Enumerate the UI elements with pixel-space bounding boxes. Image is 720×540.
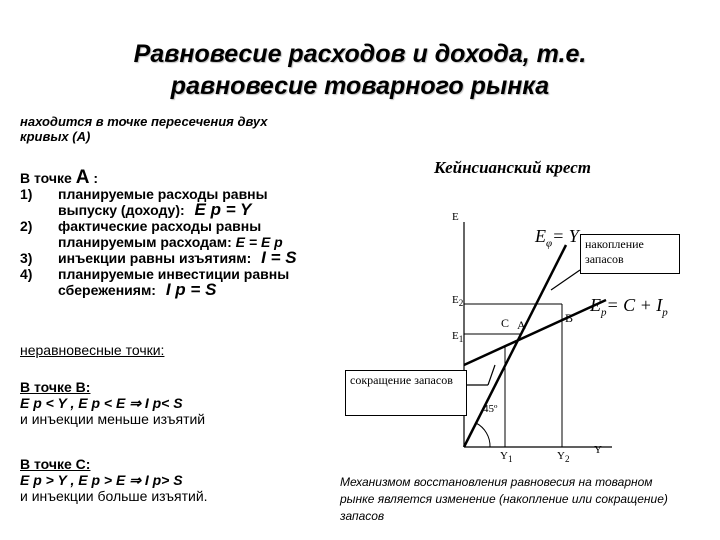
- point-a-label: A: [517, 318, 526, 332]
- y2-label: $Y_2$: [557, 450, 570, 465]
- disequilibrium-label: неравновесные точки:: [20, 342, 165, 358]
- point-a-item-2: 2) фактические расходы равны планируемым расходам: E = E p: [20, 218, 283, 250]
- title-line-2: равновесие товарного рынка: [170, 72, 550, 100]
- formula-i-eq-s: I = S: [261, 248, 297, 267]
- e1-label: $E_1$: [452, 330, 464, 345]
- point-a-heading: В точке А :: [20, 167, 98, 188]
- point-b-heading: В точке В:: [20, 379, 91, 395]
- accumulation-pointer: [551, 270, 580, 290]
- point-b-formula: E p < Y , E p < E ⇒ I p< S: [20, 395, 183, 411]
- formula-ip-eq-s: I p = S: [165, 280, 217, 299]
- diagram-title: Кейнсианский крест: [434, 158, 592, 177]
- mechanism-text: Механизмом восстановления равновесия на товарном рынке является изменение (накопление или сокращение) запасов: [340, 475, 668, 523]
- x-axis-label: Y: [594, 444, 602, 456]
- implies-arrow: ⇒: [129, 395, 141, 411]
- point-c-note: и инъекции больше изъятий.: [20, 488, 208, 504]
- implies-arrow: ⇒: [129, 472, 141, 488]
- planned-expenditure-line: [464, 300, 606, 365]
- intro-line-1: находится в точке пересечения двух: [20, 114, 268, 129]
- point-c-heading: В точке С:: [20, 456, 91, 472]
- reduction-box: сокращение запасов: [345, 370, 467, 416]
- y-axis-label: E: [452, 211, 459, 223]
- point-a-item-1: 1) планируемые расходы равны выпуску (доходу): E p = Y: [20, 186, 268, 219]
- point-c-formula: E p > Y , E p > E ⇒ I p> S: [20, 472, 183, 488]
- point-b-label: B: [565, 311, 574, 325]
- formula-ep-eq-y: E p = Y: [194, 200, 252, 219]
- point-b-note: и инъекции меньше изъятий: [20, 411, 206, 427]
- y1-label: $Y_1$: [500, 450, 513, 465]
- point-a-item-3: 3) инъекции равны изъятиям: I = S: [20, 248, 297, 267]
- intro-line-2: кривых (А): [20, 129, 91, 144]
- angle-arc: [476, 423, 490, 447]
- line-45-degree: [464, 245, 566, 447]
- e2-label: $E_2$: [452, 294, 464, 309]
- formula-e-eq-ep: E = E p: [235, 234, 283, 250]
- reduction-pointer-d: [488, 365, 495, 385]
- angle-label: 45º: [483, 403, 498, 415]
- equation-45-line: $E_\varphi= Y$: [535, 226, 579, 250]
- accumulation-box: накопление запасов: [580, 234, 680, 274]
- point-a-item-4: 4) планируемые инвестиции равны сбережениям: I p = S: [20, 266, 290, 299]
- equation-planned-expenditure: $E_p= C + I_p$: [590, 295, 668, 319]
- title-line-1: Равновесие расходов и дохода, т.е.: [133, 40, 587, 68]
- point-a-letter: А: [75, 167, 90, 188]
- point-c-label: C: [501, 316, 510, 330]
